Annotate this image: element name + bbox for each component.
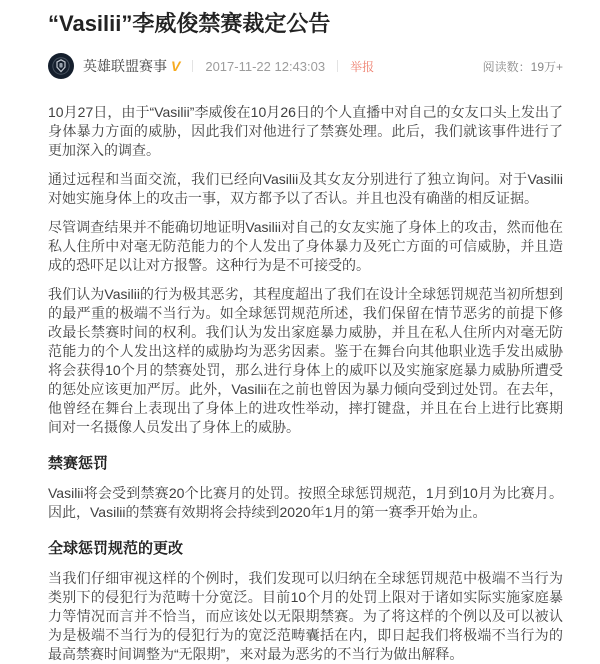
paragraph-investigation-start: 10月27日，由于“Vasilii”李威俊在10月26日的个人直播中对自己的女友口头上发出了身体暴力方面的威胁，因此我们对他进行了禁赛处理。此后，我们就该事件进行了更加深入的调查。 <box>48 104 563 158</box>
verified-icon: V <box>171 58 181 74</box>
divider <box>337 60 338 72</box>
paragraph-severity-assessment: 我们认为Vasilii的行为极其恶劣，其程度超出了我们在设计全球惩罚规范当初所想到的最严重的极端不当行为。如全球惩罚规范所述，我们保留在情节恶劣的前提下修改最长禁赛时间的权利。我们认为发出家庭暴力威胁，并且在私人住所内对毫无防范能力的个人发出这样的威胁均为恶劣因素。鉴于在舞台向其他职业选手发出威胁将会获得10个月的禁赛处罚，那么进行身体上的威吓以及实施家庭暴力威胁所遭受的惩处应该更加严厉。此外，Vasilii在之前也曾因为暴力倾向受到过处罚。在去年，他曾经在舞台上表现出了身体上的进攻性举动，摔打键盘，并且在台上进行比赛期间对一名摄像人员发出了身体上的威胁。 <box>48 286 563 435</box>
read-count-label: 阅读数： <box>482 59 531 74</box>
paragraph-ban-duration: Vasilii将会受到禁赛20个比赛月的处罚。按照全球惩罚规范，1月到10月为比赛月。因此，Vasilii的禁赛有效期将会持续到2020年1月的第一赛季开始为止。 <box>48 485 563 520</box>
paragraph-interviews: 通过远程和当面交流，我们已经向Vasilii及其女友分别进行了独立询问。对于Vasilii对她实施身体上的攻击一事，双方都予以了否认。并且也没有确凿的相反证据。 <box>48 171 563 206</box>
page-title: “Vasilii”李威俊禁赛裁定公告 <box>48 11 331 36</box>
section-heading-rules-change: 全球惩罚规范的更改 <box>48 540 184 557</box>
paragraph-threat-findings: 尽管调查结果并不能确切地证明Vasilii对自己的女友实施了身体上的攻击，然而他在私人住所中对毫无防范能力的个人发出了身体暴力及死亡方面的可信威胁，并且造成的恐吓足以让对方报警。这种行为是不可接受的。 <box>48 219 563 273</box>
author-avatar[interactable] <box>48 53 74 79</box>
article-body <box>48 103 563 664</box>
author-name-link[interactable]: 英雄联盟赛事 <box>83 58 167 74</box>
read-count-value: 19万+ <box>530 59 563 74</box>
publish-time: 2017-11-22 12:43:03 <box>205 58 326 74</box>
lol-esports-logo-icon <box>48 53 74 79</box>
report-link[interactable]: 举报 <box>350 59 375 74</box>
article-meta-bar <box>48 53 563 79</box>
divider <box>192 60 193 72</box>
author-block <box>48 53 374 79</box>
paragraph-rules-update: 当我们仔细审视这样的个例时，我们发现可以归纳在全球惩罚规范中极端不当行为类别下的侵犯行为范畴十分宽泛。目前10个月的处罚上限对于诸如实际实施家庭暴力等情况而言并不恰当，而应该处以无限期禁赛。为了将这样的个例以及可以被认为是极端不当行为的侵犯行为的宽泛范畴囊括在内，即日起我们将极端不当行为的最高禁赛时间调整为“无限期”，来对最为恶劣的不当行为做出解释。 <box>48 570 563 662</box>
section-heading-ban-penalty: 禁赛惩罚 <box>48 455 109 472</box>
read-count <box>483 58 563 75</box>
